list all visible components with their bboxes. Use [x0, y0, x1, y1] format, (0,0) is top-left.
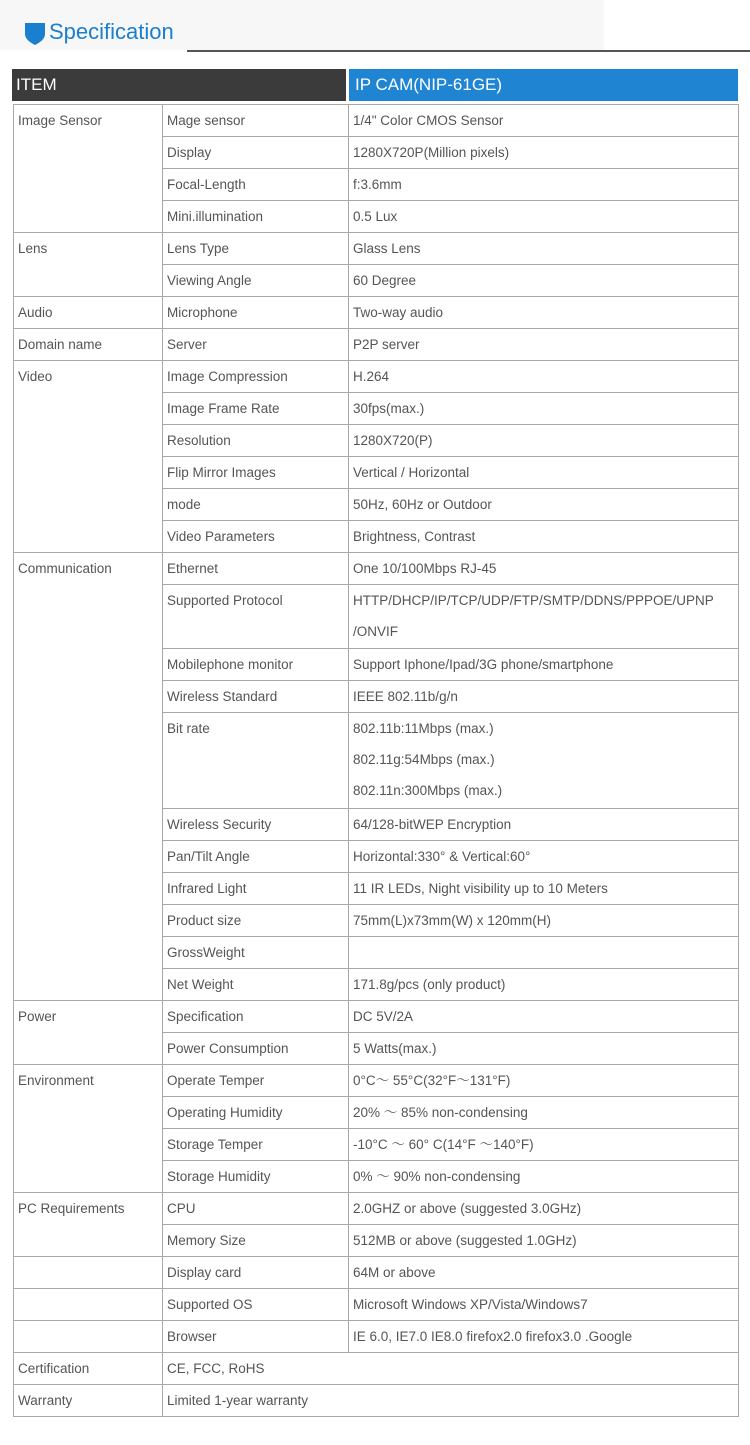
item-cell: Browser [163, 1321, 349, 1353]
table-row [14, 105, 739, 137]
table-header [12, 69, 738, 101]
table-row [14, 1257, 739, 1289]
value-cell [349, 713, 739, 809]
item-cell: Memory Size [163, 1225, 349, 1257]
value-cell: Two-way audio [349, 297, 739, 329]
item-cell: Storage Humidity [163, 1161, 349, 1193]
page-title: Specification [49, 19, 174, 44]
value-cell: 2.0GHZ or above (suggested 3.0GHz) [349, 1193, 739, 1225]
value-line: 802.11g:54Mbps (max.) [353, 752, 495, 767]
item-cell: Flip Mirror Images [163, 457, 349, 489]
category-cell: Communication [14, 553, 163, 1001]
category-cell: Warranty [14, 1385, 163, 1417]
value-cell: 171.8g/pcs (only product) [349, 969, 739, 1001]
item-cell: Operating Humidity [163, 1097, 349, 1129]
table-row [14, 1321, 739, 1353]
value-cell: Microsoft Windows XP/Vista/Windows7 [349, 1289, 739, 1321]
value-cell: 30fps(max.) [349, 393, 739, 425]
value-cell: f:3.6mm [349, 169, 739, 201]
item-cell: Ethernet [163, 553, 349, 585]
value-cell: H.264 [349, 361, 739, 393]
item-cell: Mage sensor [163, 105, 349, 137]
value-cell: DC 5V/2A [349, 1001, 739, 1033]
category-cell: Power [14, 1001, 163, 1065]
item-cell: Specification [163, 1001, 349, 1033]
value-cell: 1280X720P(Million pixels) [349, 137, 739, 169]
item-cell: Net Weight [163, 969, 349, 1001]
item-cell: Power Consumption [163, 1033, 349, 1065]
value-cell: Vertical / Horizontal [349, 457, 739, 489]
table-row [14, 329, 739, 361]
header-item: ITEM [12, 69, 346, 101]
category-cell: Audio [14, 297, 163, 329]
value-cell: 20% ～ 85% non-condensing [349, 1097, 739, 1129]
value-cell: P2P server [349, 329, 739, 361]
spec-table [13, 104, 739, 1417]
value-line: 802.11b:11Mbps (max.) [353, 721, 494, 736]
value-cell: Support Iphone/Ipad/3G phone/smartphone [349, 649, 739, 681]
item-cell: Image Compression [163, 361, 349, 393]
table-row [14, 553, 739, 585]
item-cell: Supported OS [163, 1289, 349, 1321]
item-cell: Pan/Tilt Angle [163, 841, 349, 873]
header-model: IP CAM(NIP-61GE) [349, 69, 738, 101]
value-line: HTTP/DHCP/IP/TCP/UDP/FTP/SMTP/DDNS/PPPOE/UPNP [353, 593, 714, 608]
category-cell [14, 1289, 163, 1321]
item-cell: Storage Temper [163, 1129, 349, 1161]
item-cell: Wireless Standard [163, 681, 349, 713]
item-cell: Mini.illumination [163, 201, 349, 233]
table-row [14, 1001, 739, 1033]
table-row [14, 233, 739, 265]
item-cell: Microphone [163, 297, 349, 329]
category-cell: Certification [14, 1353, 163, 1385]
value-cell: Brightness, Contrast [349, 521, 739, 553]
item-cell: Video Parameters [163, 521, 349, 553]
item-cell: Product size [163, 905, 349, 937]
item-cell: Lens Type [163, 233, 349, 265]
item-cell: GrossWeight [163, 937, 349, 969]
value-cell: 64/128-bitWEP Encryption [349, 809, 739, 841]
section-header [0, 0, 750, 68]
category-cell [14, 1321, 163, 1353]
item-cell: Resolution [163, 425, 349, 457]
item-cell: mode [163, 489, 349, 521]
value-cell: 75mm(L)x73mm(W) x 120mm(H) [349, 905, 739, 937]
value-cell: 64M or above [349, 1257, 739, 1289]
item-cell: CPU [163, 1193, 349, 1225]
value-cell: IE 6.0, IE7.0 IE8.0 firefox2.0 firefox3.0 .Google [349, 1321, 739, 1353]
category-cell: Environment [14, 1065, 163, 1193]
category-cell: PC Requirements [14, 1193, 163, 1257]
item-cell: Image Frame Rate [163, 393, 349, 425]
value-cell: 1280X720(P) [349, 425, 739, 457]
value-cell: Horizontal:330° & Vertical:60° [349, 841, 739, 873]
item-cell: Display card [163, 1257, 349, 1289]
table-row [14, 1353, 739, 1385]
value-line: /ONVIF [353, 624, 399, 639]
item-cell: Focal-Length [163, 169, 349, 201]
value-cell: 512MB or above (suggested 1.0GHz) [349, 1225, 739, 1257]
header-divider [187, 50, 750, 52]
value-cell: 50Hz, 60Hz or Outdoor [349, 489, 739, 521]
table-row [14, 361, 739, 393]
value-cell: -10°C ～ 60° C(14°F ～140°F) [349, 1129, 739, 1161]
item-cell: Viewing Angle [163, 265, 349, 297]
item-cell: Display [163, 137, 349, 169]
table-row [14, 297, 739, 329]
table-row [14, 1065, 739, 1097]
value-cell: Limited 1-year warranty [163, 1385, 739, 1417]
table-row [14, 1385, 739, 1417]
item-cell: Mobilephone monitor [163, 649, 349, 681]
item-cell: Supported Protocol [163, 585, 349, 649]
value-cell: 5 Watts(max.) [349, 1033, 739, 1065]
value-cell: IEEE 802.11b/g/n [349, 681, 739, 713]
value-cell: 0°C～ 55°C(32°F～131°F) [349, 1065, 739, 1097]
category-cell: Image Sensor [14, 105, 163, 233]
value-cell: 60 Degree [349, 265, 739, 297]
item-cell: Bit rate [163, 713, 349, 809]
value-cell: 1/4" Color CMOS Sensor [349, 105, 739, 137]
item-cell: Server [163, 329, 349, 361]
value-cell: Glass Lens [349, 233, 739, 265]
category-cell: Video [14, 361, 163, 553]
shield-icon [24, 22, 46, 46]
item-cell: Operate Temper [163, 1065, 349, 1097]
category-cell [14, 1257, 163, 1289]
value-cell: 0% ～ 90% non-condensing [349, 1161, 739, 1193]
value-line: 802.11n:300Mbps (max.) [353, 783, 503, 798]
value-cell [349, 585, 739, 649]
item-cell: Infrared Light [163, 873, 349, 905]
value-cell [349, 937, 739, 969]
item-cell: Wireless Security [163, 809, 349, 841]
category-cell: Domain name [14, 329, 163, 361]
value-cell: 11 IR LEDs, Night visibility up to 10 Meters [349, 873, 739, 905]
value-cell: CE, FCC, RoHS [163, 1353, 739, 1385]
table-row [14, 1289, 739, 1321]
table-row [14, 1193, 739, 1225]
category-cell: Lens [14, 233, 163, 297]
value-cell: One 10/100Mbps RJ-45 [349, 553, 739, 585]
value-cell: 0.5 Lux [349, 201, 739, 233]
